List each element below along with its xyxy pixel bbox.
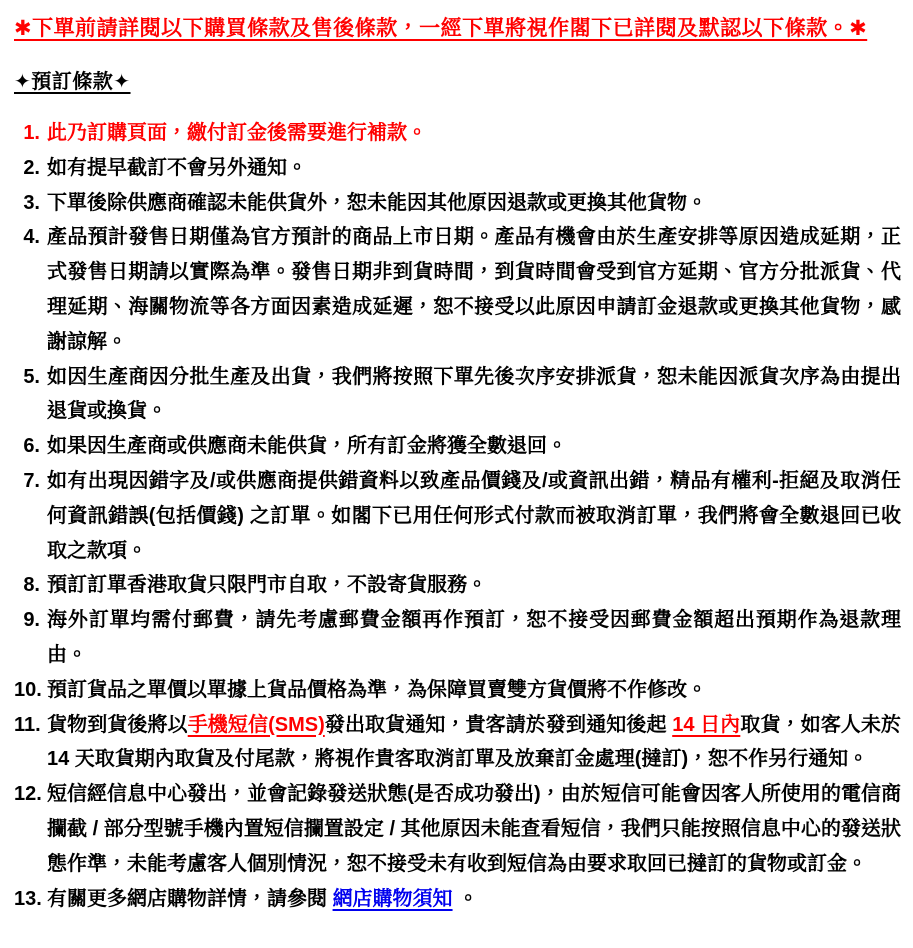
term-item-8 [14, 568, 901, 603]
term-item-1 [14, 116, 901, 151]
term-text: 。 [452, 887, 479, 910]
terms-list [14, 116, 901, 916]
term-number: 8. [23, 574, 40, 597]
term-text: 發出取貨通知，貴客請於發到通知後起 [324, 713, 673, 736]
term-item-4 [14, 220, 901, 359]
term-number: 4. [23, 226, 40, 249]
highlight-red-text: 14 日內 [672, 713, 741, 736]
term-item-6 [14, 429, 901, 464]
term-number: 1. [23, 122, 40, 144]
term-number: 10. [14, 678, 42, 701]
term-text: 取貨，如客人未於 14 天取貨期內取貨及付尾款，將視作貴客取消訂單及放棄訂金處理(撻訂)，恕不作另行通知。 [47, 713, 902, 771]
term-item-13 [14, 882, 901, 917]
term-item-12 [14, 777, 901, 881]
term-text: 預訂訂單香港取貨只限門市自取，不設寄貨服務。 [47, 574, 487, 597]
term-text: 如有提早截訂不會另外通知。 [47, 156, 307, 179]
term-text: 有關更多網店購物詳情，請參閱 [47, 887, 333, 910]
term-number: 9. [23, 609, 40, 632]
term-text: 貨物到貨後將以 [47, 713, 188, 736]
term-text: 短信經信息中心發出，並會記錄發送狀態(是否成功發出)，由於短信可能會因客人所使用的電信商攔截 / 部分型號手機內置短信攔置設定 / 其他原因未能查看短信，我們只能按照信息中心的發送狀態作準，未能考慮客人個別情況，恕不接受未有收到短信為由要求取回已撻訂的貨物或訂金。 [47, 783, 901, 875]
term-number: 6. [23, 435, 40, 458]
term-number: 3. [23, 191, 40, 214]
term-item-7 [14, 464, 901, 568]
term-number: 7. [23, 469, 40, 492]
shop-guide-link[interactable]: 網店購物須知 [332, 887, 453, 910]
term-item-3 [14, 186, 901, 221]
term-number: 2. [23, 156, 40, 179]
term-text: 如有出現因錯字及/或供應商提供錯資料以致產品價錢及/或資訊出錯，精品有權利-拒絕及取消任何資訊錯誤(包括價錢) 之訂單。如閣下已用任何形式付款而被取消訂單，我們將會全數退回已收取之款項。 [47, 469, 901, 562]
term-text: 海外訂單均需付郵費，請先考慮郵費金額再作預訂，恕不接受因郵費金額超出預期作為退款理由。 [47, 609, 901, 666]
term-item-11 [14, 708, 901, 778]
term-text: 如因生產商因分批生產及出貨，我們將按照下單先後次序安排派貨，恕未能因派貨次序為由提出退貨或換貨。 [47, 365, 901, 423]
term-item-5 [14, 360, 901, 430]
term-text: 預訂貨品之單價以單據上貨品價格為準，為保障買賣雙方貨價將不作修改。 [47, 678, 707, 701]
term-number: 5. [23, 365, 40, 388]
term-item-9 [14, 603, 901, 673]
term-item-2 [14, 151, 901, 186]
term-number: 12. [14, 783, 42, 806]
term-text: 此乃訂購頁面，繳付訂金後需要進行補款。 [47, 122, 427, 144]
section-title: ✦預訂條款✦ [14, 71, 131, 93]
term-text: 產品預計發售日期僅為官方預計的商品上市日期。產品有機會由於生產安排等原因造成延期，正式發售日期請以實際為準。發售日期非到貨時間，到貨時間會受到官方延期、官方分批派貨、代理延期、海關物流等各方面因素造成延遲，恕不接受以此原因申請訂金退款或更換其他貨物，感謝諒解。 [47, 226, 901, 353]
notice-header: ✱下單前請詳閱以下購買條款及售後條款，一經下單將視作閣下已詳閱及默認以下條款。✱ [14, 17, 868, 40]
highlight-red-text: 手機短信(SMS) [187, 713, 325, 736]
term-number: 13. [14, 887, 42, 910]
term-text: 如果因生產商或供應商未能供貨，所有訂金將獲全數退回。 [47, 435, 567, 458]
term-item-10 [14, 673, 901, 708]
term-number: 11. [14, 713, 41, 736]
term-text: 下單後除供應商確認未能供貨外，恕未能因其他原因退款或更換其他貨物。 [47, 191, 707, 214]
preorder-terms-document [14, 14, 901, 916]
